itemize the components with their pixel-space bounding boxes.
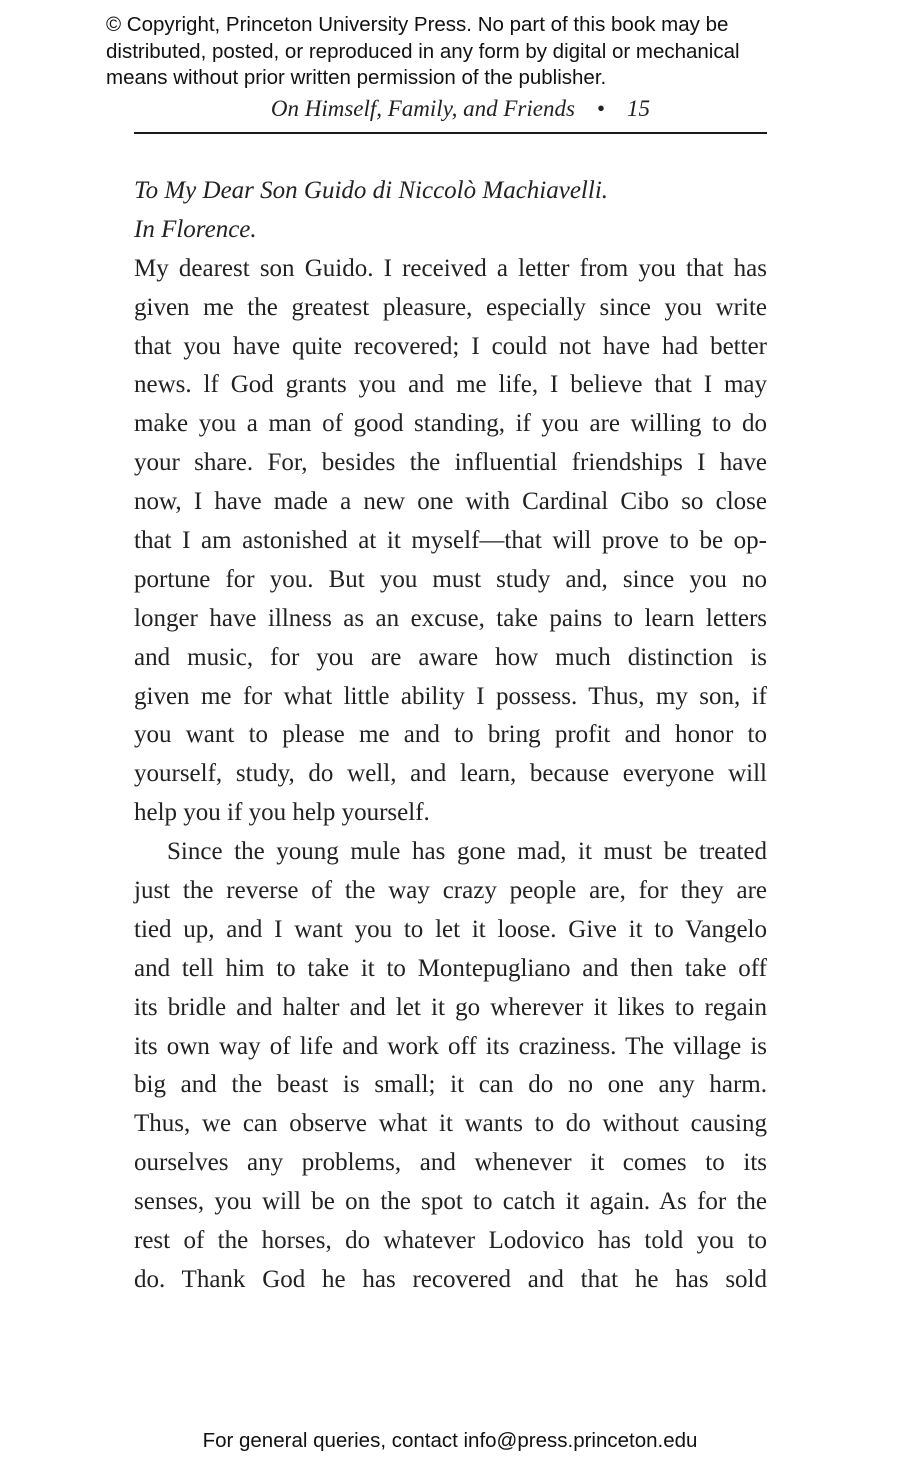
copyright-notice [106,12,806,92]
header-rule [134,132,767,134]
paragraph-line: longer have illness as an excuse, take pains to learn letters [134,604,767,632]
paragraph-line: and music, for you are aware how much distinction is [134,643,767,671]
paragraph-line: news. lf God grants you and me life, I believe that I may [134,371,767,399]
paragraph-line: you want to please me and to bring profit and honor to [134,721,767,749]
paragraph-line: now, I have made a new one with Cardinal Cibo so close [134,488,767,516]
paragraph-line: given me for what little ability I possess. Thus, my son, if [134,682,767,710]
paragraph-line: your share. For, besides the influential friendships I have [134,449,767,477]
paragraph-line: its own way of life and work off its craziness. The village is [134,1032,767,1060]
copyright-line: means without prior written permission of the publisher. [106,66,607,89]
copyright-line: © Copyright, Princeton University Press. No part of this book may be [106,13,729,36]
paragraph-line: that you have quite recovered; I could not have had better [134,332,767,360]
paragraph-line: Since the young mule has gone mad, it must be treated [167,838,767,866]
paragraph-line: make you a man of good standing, if you are willing to do [134,410,767,438]
paragraph-line: My dearest son Guido. I received a letter from you that has [134,254,767,282]
paragraph-line: portune for you. But you must study and, since you no [134,565,767,593]
paragraph-line: its bridle and halter and let it go wherever it likes to regain [134,993,767,1021]
paragraph-line: tied up, and I want you to let it loose. Give it to Vangelo [134,915,767,943]
paragraph-line: Thus, we can observe what it wants to do without causing [134,1110,767,1138]
paragraph-line: do. Thank God he has recovered and that he has sold [134,1265,767,1293]
paragraph-line: big and the beast is small; it can do no one any harm. [134,1071,767,1099]
letter-body [134,172,767,1300]
running-head [134,94,650,124]
salutation-line: To My Dear Son Guido di Niccolò Machiavelli. [134,177,609,204]
running-head-title: On Himself, Family, and Friends [270,96,575,121]
paragraph-line: rest of the horses, do whatever Lodovico has told you to [134,1227,767,1255]
paragraph-line: ourselves any problems, and whenever it comes to its [134,1149,767,1177]
paragraph-line: yourself, study, do well, and learn, because everyone will [134,760,767,788]
paragraph-line: and tell him to take it to Montepugliano and then take off [134,954,767,982]
footer-contact: For general queries, contact info@press.princeton.edu [202,1429,698,1452]
page-number: 15 [627,96,650,121]
paragraph-line: that I am astonished at it myself—that will prove to be op- [134,527,767,555]
paragraph-line: senses, you will be on the spot to catch it again. As for the [134,1188,767,1216]
bullet-separator: • [596,96,605,121]
paragraph-line: help you if you help yourself. [134,799,430,827]
paragraph-line: just the reverse of the way crazy people are, for they are [134,877,767,905]
paragraph-line: given me the greatest pleasure, especially since you write [134,293,767,321]
copyright-line: distributed, posted, or reproduced in any form by digital or mechanical [106,39,740,63]
salutation-line: In Florence. [134,215,257,243]
